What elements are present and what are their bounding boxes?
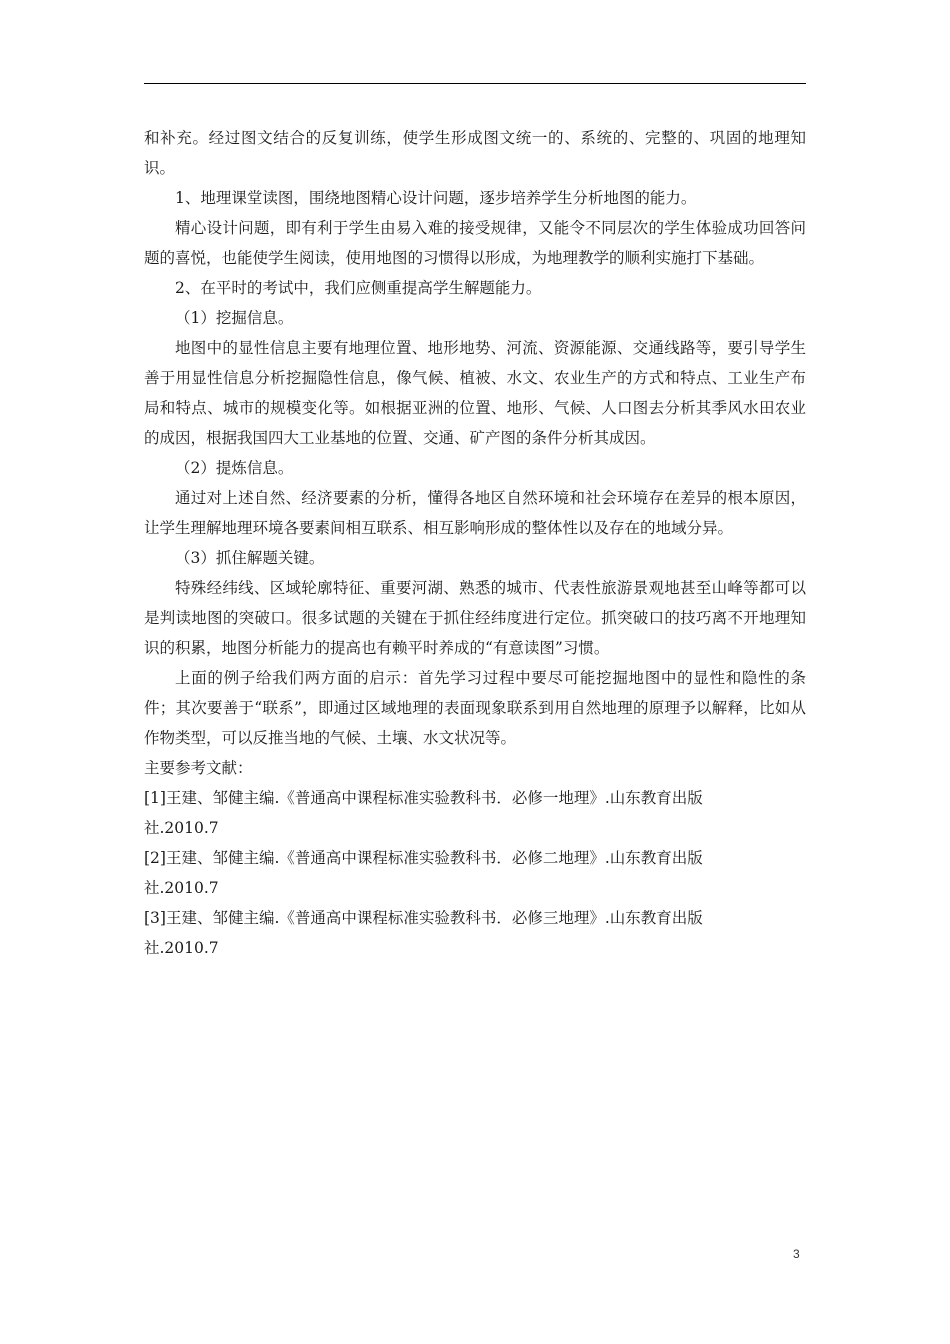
paragraph-11: 上面的例子给我们两方面的启示：首先学习过程中要尽可能挖掘地图中的显性和隐性的条件；其次要善于“联系”，即通过区域地理的表面现象联系到用自然地理的原理予以解释，比如从作物类型，可以反推当地的气候、土壤、水文状况等。 xyxy=(144,669,806,747)
page-number: 3 xyxy=(793,1247,800,1261)
paragraph-3: 精心设计问题，即有利于学生由易入难的接受规律，又能令不同层次的学生体验成功回答问题的喜悦，也能使学生阅读，使用地图的习惯得以形成，为地理教学的顺利实施打下基础。 xyxy=(144,219,806,267)
document-body xyxy=(144,123,806,963)
reference-item-2 xyxy=(144,843,806,903)
references-heading: 主要参考文献： xyxy=(144,759,253,777)
paragraph-1: 和补充。经过图文结合的反复训练，使学生形成图文统一的、系统的、完整的、巩固的地理知识。 xyxy=(144,129,806,177)
reference-item-3 xyxy=(144,903,806,963)
paragraph-7: （2）提炼信息。 xyxy=(175,459,294,477)
paragraph-4: 2、在平时的考试中，我们应侧重提高学生解题能力。 xyxy=(175,279,542,297)
reference-line: 社.2010.7 xyxy=(144,819,219,837)
reference-line: [2]王建、邹健主编.《普通高中课程标准实验教科书．必修二地理》.山东教育出版 xyxy=(144,849,703,867)
paragraph-9: （3）抓住解题关键。 xyxy=(175,549,325,567)
reference-line: [1]王建、邹健主编.《普通高中课程标准实验教科书．必修一地理》.山东教育出版 xyxy=(144,789,703,807)
paragraph-8: 通过对上述自然、经济要素的分析，懂得各地区自然环境和社会环境存在差异的根本原因，让学生理解地理环境各要素间相互联系、相互影响形成的整体性以及存在的地域分异。 xyxy=(144,489,806,537)
paragraph-6: 地图中的显性信息主要有地理位置、地形地势、河流、资源能源、交通线路等，要引导学生善于用显性信息分析挖掘隐性信息，像气候、植被、水文、农业生产的方式和特点、工业生产布局和特点、城市的规模变化等。如根据亚洲的位置、地形、气候、人口图去分析其季风水田农业的成因，根据我国四大工业基地的位置、交通、矿产图的条件分析其成因。 xyxy=(144,339,806,447)
reference-line: 社.2010.7 xyxy=(144,939,219,957)
reference-line: [3]王建、邹健主编.《普通高中课程标准实验教科书．必修三地理》.山东教育出版 xyxy=(144,909,703,927)
header-rule xyxy=(144,83,806,84)
paragraph-10: 特殊经纬线、区域轮廓特征、重要河湖、熟悉的城市、代表性旅游景观地甚至山峰等都可以是判读地图的突破口。很多试题的关键在于抓住经纬度进行定位。抓突破口的技巧离不开地理知识的积累，地图分析能力的提高也有赖平时养成的“有意读图”习惯。 xyxy=(144,579,806,657)
reference-item-1 xyxy=(144,783,806,843)
paragraph-5: （1）挖掘信息。 xyxy=(175,309,294,327)
reference-line: 社.2010.7 xyxy=(144,879,219,897)
paragraph-2: 1、地理课堂读图，围绕地图精心设计问题，逐步培养学生分析地图的能力。 xyxy=(175,189,697,207)
